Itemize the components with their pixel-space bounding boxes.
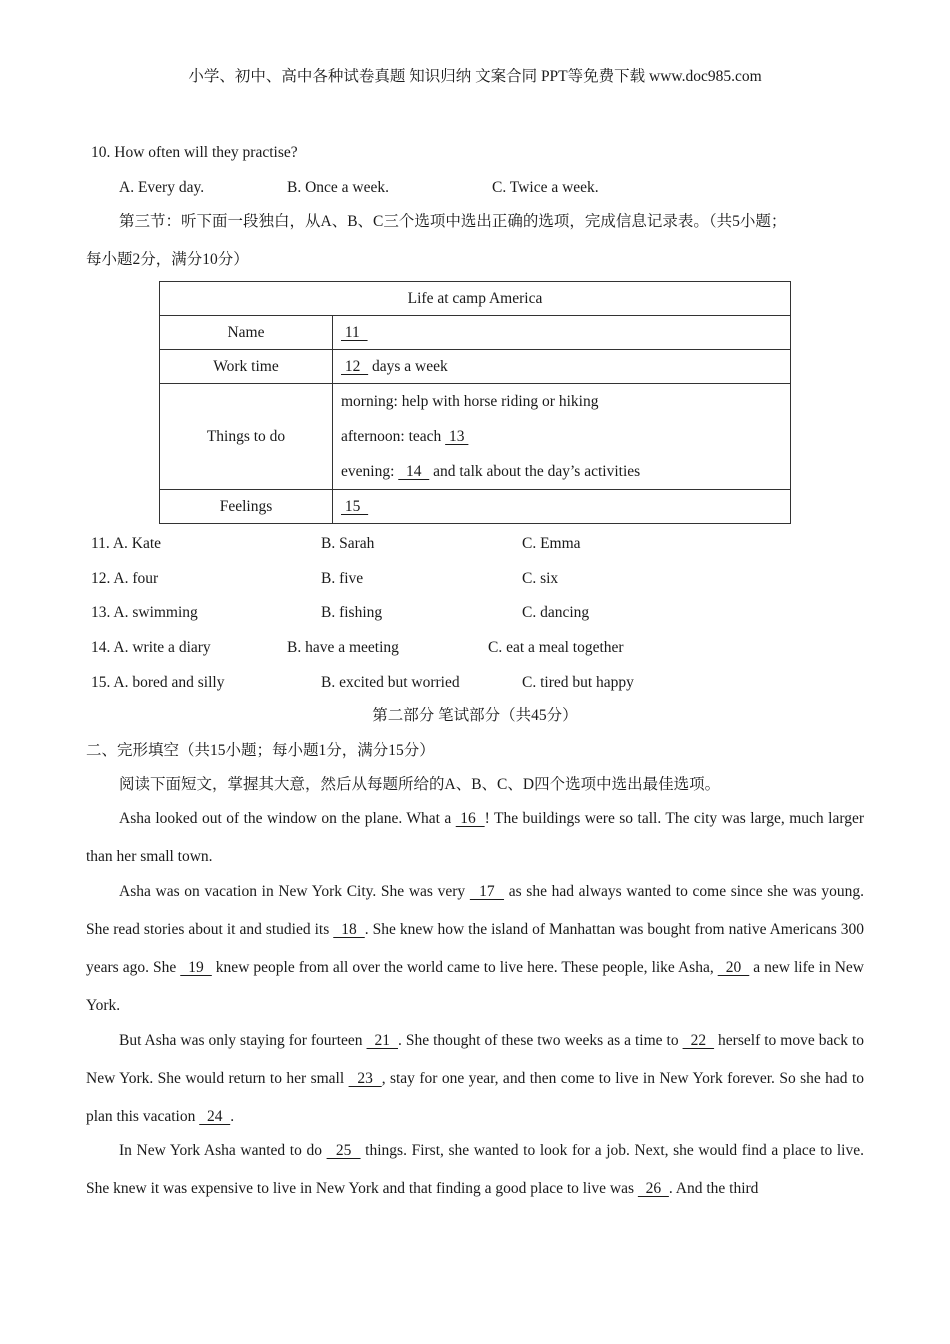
blank-26: 26	[637, 1180, 669, 1197]
blank-16: 16	[455, 810, 485, 827]
blank-19: 19	[180, 959, 212, 976]
p3-text-b: . She thought of these two weeks as a time to	[398, 1032, 683, 1049]
p2-text-c: . She knew how the island of Manhattan was bought from native Americans 300 years ago. She	[86, 921, 864, 976]
p1-text-a: Asha looked out of the window on the plane. What a	[119, 810, 456, 827]
blank-11: 11	[341, 323, 368, 341]
blank-20: 20	[717, 959, 750, 976]
blank-14: 14	[398, 463, 430, 480]
blank-22: 22	[682, 1032, 715, 1049]
part2-title: 第二部分 笔试部分（共45分）	[372, 707, 578, 724]
p2-text-d: knew people from all over the world came to live here. These people, like Asha,	[211, 959, 718, 976]
p4-text-a: In New York Asha wanted to do	[119, 1142, 327, 1159]
blank-15: 15	[341, 497, 369, 515]
things-to-do-label: Things to do	[160, 384, 333, 490]
blank-23: 23	[348, 1070, 382, 1087]
evening-prefix: evening:	[341, 463, 399, 480]
table-title: Life at camp America	[160, 282, 791, 316]
q10-option-c: C. Twice a week.	[492, 179, 599, 196]
evening-suffix: and talk about the day’s activities	[429, 463, 641, 480]
blank-12: 12	[341, 357, 369, 375]
blank-25: 25	[326, 1142, 361, 1159]
p3-text-a: But Asha was only staying for fourteen	[119, 1032, 367, 1049]
blank-21: 21	[366, 1032, 398, 1049]
p1-text-b: ! The buildings were so tall. The city was large, much larger than her small town.	[86, 810, 864, 865]
feelings-label: Feelings	[160, 490, 333, 524]
passage-paragraph-3	[86, 1022, 864, 1136]
option-15-c: C. tired but happy	[522, 674, 634, 691]
question-10: 10. How often will they practise?	[91, 144, 298, 161]
passage-paragraph-2	[86, 873, 864, 1025]
p3-text-e: .	[230, 1108, 235, 1125]
blank-17: 17	[469, 883, 505, 900]
things-to-do-value	[333, 384, 791, 490]
option-15-b: B. excited but worried	[321, 674, 460, 691]
work-time-label: Work time	[160, 350, 333, 384]
q10-option-b: B. Once a week.	[287, 179, 389, 196]
option-13-a: 13. A. swimming	[91, 604, 198, 621]
section2-instruction: 阅读下面短文，掌握其大意，然后从每题所给的A、B、C、D四个选项中选出最佳选项。	[119, 776, 721, 793]
option-12-b: B. five	[321, 570, 364, 587]
option-11-b: B. Sarah	[321, 535, 375, 552]
info-record-table	[159, 281, 791, 524]
evening-activity	[341, 454, 790, 489]
section2-title: 二、完形填空（共15小题；每小题1分，满分15分）	[86, 742, 435, 759]
option-13-c: C. dancing	[522, 604, 590, 621]
p4-text-c: . And the third	[668, 1180, 759, 1197]
name-value	[333, 316, 791, 350]
work-time-suffix: days a week	[368, 357, 448, 375]
p2-text-a: Asha was on vacation in New York City. She was very	[119, 883, 470, 900]
blank-13: 13	[445, 428, 469, 445]
page-header: 小学、初中、高中各种试卷真题 知识归纳 文案合同 PPT等免费下载 www.doc985.com	[188, 68, 762, 85]
option-13-b: B. fishing	[321, 604, 383, 621]
q10-option-a: A. Every day.	[119, 179, 205, 196]
option-14-c: C. eat a meal together	[488, 639, 624, 656]
p3-text-c: herself to move back to New York. She would return to her small	[86, 1032, 865, 1087]
option-11-a: 11. A. Kate	[91, 535, 162, 552]
morning-activity: morning: help with horse riding or hiking	[341, 393, 599, 410]
section3-instruction: 第三节：听下面一段独白，从A、B、C三个选项中选出正确的选项，完成信息记录表。（共5小题；	[119, 213, 787, 230]
passage-paragraph-4	[86, 1132, 864, 1208]
work-time-value	[333, 350, 791, 384]
afternoon-prefix: afternoon: teach	[341, 428, 446, 445]
option-14-b: B. have a meeting	[287, 639, 399, 656]
passage-paragraph-1	[86, 800, 864, 876]
blank-24: 24	[199, 1108, 231, 1125]
blank-18: 18	[333, 921, 365, 938]
option-12-c: C. six	[522, 570, 559, 587]
option-15-a: 15. A. bored and silly	[91, 674, 225, 691]
section3-instruction-cont: 每小题2分，满分10分）	[86, 251, 249, 268]
option-12-a: 12. A. four	[91, 570, 159, 587]
p3-text-d: , stay for one year, and then come to live in New York forever. So she had to plan this vacation	[86, 1070, 865, 1125]
feelings-value	[333, 490, 791, 524]
afternoon-activity	[341, 419, 790, 454]
p2-text-b: as she had always wanted to come since she was young. She read stories about it and studied its	[86, 883, 865, 938]
p4-text-b: things. First, she wanted to look for a job. Next, she would find a place to live. She knew it was expensive to live in New York and that finding a good place to live was	[86, 1142, 864, 1197]
option-11-c: C. Emma	[522, 535, 581, 552]
p2-text-e: a new life in New York.	[86, 959, 865, 1014]
name-label: Name	[160, 316, 333, 350]
option-14-a: 14. A. write a diary	[91, 639, 211, 656]
